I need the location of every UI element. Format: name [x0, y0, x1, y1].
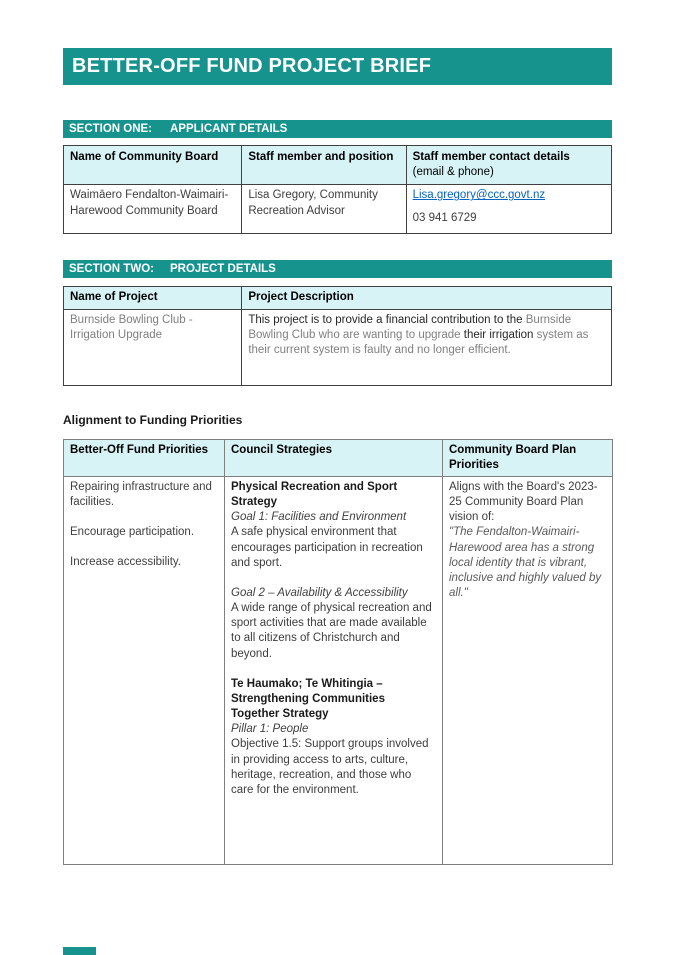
text-block: Physical Recreation and Sport Strategy — [231, 480, 398, 509]
header-community-board: Name of Community Board — [64, 146, 242, 185]
next-page-section-bar-sliver — [63, 947, 96, 955]
text-block: Objective 1.5: Support groups involved in providing access to arts, culture, heritage, recreation, and those who care for the environment. — [231, 738, 429, 796]
description-text-span: This project is to provide a financial contribution to the — [248, 313, 526, 326]
applicant-details-table — [63, 145, 612, 234]
description-text-span: Burnside Bowling Club who are wanting to upgrade — [248, 313, 572, 341]
section-one-title: APPLICANT DETAILS — [170, 123, 288, 135]
text-block: A safe physical environment that encourages participation in recreation and sport. — [231, 526, 423, 569]
text-block: Increase accessibility. — [70, 556, 181, 569]
board-plan-cell — [443, 476, 613, 864]
header-contact-title: Staff member contact details — [412, 151, 570, 163]
table-header-row — [64, 146, 612, 185]
header-project-name: Name of Project — [64, 287, 242, 309]
description-text-span: system as their current system is faulty and no longer efficient. — [248, 328, 589, 356]
phone-number: 03 941 6729 — [412, 211, 477, 224]
text-block: Pillar 1: People — [231, 723, 309, 736]
header-council-strategies: Council Strategies — [225, 439, 443, 476]
document-title-bar — [63, 48, 612, 85]
alignment-heading: Alignment to Funding Priorities — [63, 412, 243, 427]
table-row — [64, 185, 612, 234]
page-title: BETTER-OFF FUND PROJECT BRIEF — [72, 55, 432, 77]
text-block: Te Haumako; Te Whitingia – Strengthening Communities Together Strategy — [231, 677, 385, 721]
description-text-span: their irrigation — [463, 328, 537, 341]
table-header-row — [64, 287, 612, 309]
header-fund-priorities: Better-Off Fund Priorities — [64, 439, 225, 476]
header-project-description: Project Description — [242, 287, 612, 309]
text-block — [231, 571, 436, 586]
email-link[interactable]: Lisa.gregory@ccc.govt.nz — [412, 189, 546, 202]
table-row — [64, 476, 613, 864]
document-page — [63, 0, 612, 865]
table-row — [64, 309, 612, 385]
project-name-cell: Burnside Bowling Club - Irrigation Upgrade — [64, 309, 242, 385]
text-block — [70, 540, 218, 555]
project-description-cell — [242, 309, 612, 385]
funding-alignment-table — [63, 439, 613, 865]
text-block: Goal 1: Facilities and Environment — [231, 511, 407, 524]
section-two-bar — [63, 260, 612, 278]
header-staff-member: Staff member and position — [242, 146, 406, 185]
fund-priorities-cell — [64, 476, 225, 864]
section-one-label: SECTION ONE: — [69, 123, 153, 135]
text-block: Repairing infrastructure and facilities. — [70, 480, 212, 509]
text-block: Encourage participation. — [70, 526, 195, 539]
text-block: Goal 2 – Availability & Accessibility — [231, 586, 408, 599]
header-board-plan-priorities: Community Board Plan Priorities — [443, 439, 613, 476]
table-header-row — [64, 439, 613, 476]
board-name-cell: Waimāero Fendalton-Waimairi-Harewood Community Board — [64, 185, 242, 234]
section-two-title: PROJECT DETAILS — [170, 263, 276, 276]
text-block — [70, 510, 218, 525]
section-one-bar — [63, 120, 612, 138]
section-two-label: SECTION TWO: — [69, 263, 154, 276]
text-block — [231, 662, 436, 677]
text-block: A wide range of physical recreation and sport activities that are made available to all citizens of Christchurch and beyond. — [231, 602, 432, 660]
header-contact-details — [406, 146, 611, 185]
text-block: Aligns with the Board's 2023-25 Community Board Plan vision of: — [449, 480, 598, 524]
council-strategies-cell — [225, 476, 443, 864]
header-contact-subtitle: (email & phone) — [412, 166, 494, 179]
text-block: "The Fendalton-Waimairi-Harewood area has a strong local identity that is vibrant, inclusive and highly valued by all." — [449, 526, 602, 600]
staff-member-cell: Lisa Gregory, Community Recreation Advisor — [242, 185, 406, 234]
contact-details-cell — [406, 185, 611, 234]
project-details-table — [63, 286, 612, 385]
